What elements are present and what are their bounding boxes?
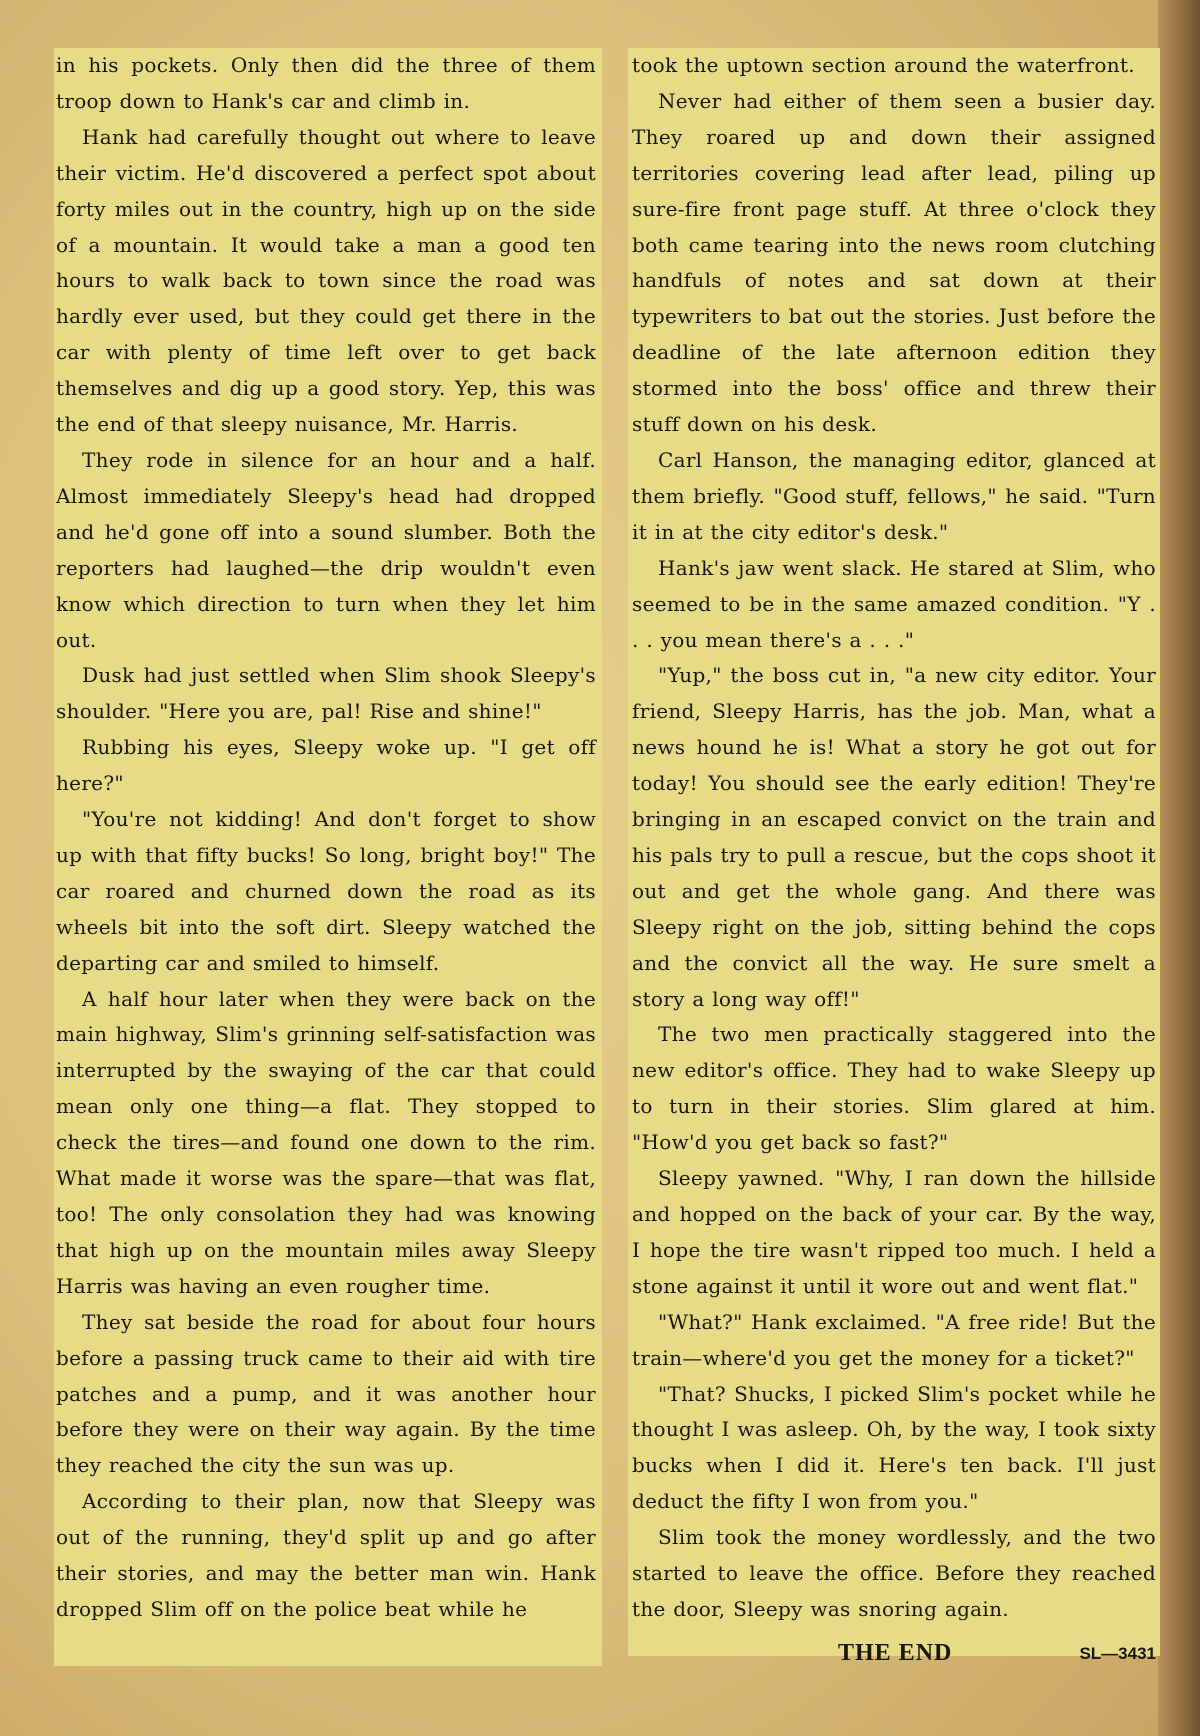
paragraph: "Yup," the boss cut in, "a new city editor. Your friend, Sleepy Harris, has the job. Man, what a news hound he is! What a story he got out for today! You should see the early edition! They're bringing in an escaped convict on the train and his pals try to pull a rescue, but the cops shoot it out and get the whole gang. And there was Sleepy right on the job, sitting behind the cops and the convict all the way. He sure smelt a story a long way off!" [632, 663, 1156, 1011]
page-code: SL—3431 [1079, 1644, 1156, 1663]
paragraph: They sat beside the road for about four hours before a passing truck came to their aid with tire patches and a pump, and it was another hour before they were on their way again. By the time they reached the city the sun was up. [56, 1309, 596, 1478]
paragraph: Dusk had just settled when Slim shook Sleepy's shoulder. "Here you are, pal! Rise and shine!" [56, 663, 596, 724]
paragraph: The two men practically staggered into the new editor's office. They had to wake Sleepy up to turn in their stories. Slim glared at him. "How'd you get back so fast?" [632, 1022, 1156, 1155]
paragraph: Hank had carefully thought out where to leave their victim. He'd discovered a perfect spot about forty miles out in the country, high up on the side of a mountain. It would take a man a good ten hours to walk back to town since the road was hardly ever used, but they could get there in the car with plenty of time left over to get back themselves and dig up a good story. Yep, this was the end of that sleepy nuisance, Mr. Harris. [56, 124, 596, 437]
paragraph: Rubbing his eyes, Sleepy woke up. "I get off here?" [56, 735, 596, 796]
right-text-column [628, 48, 1160, 1656]
left-text-column [54, 48, 602, 1666]
paragraph: in his pockets. Only then did the three of them troop down to Hank's car and climb in. [56, 53, 596, 113]
story-footer [628, 1640, 1160, 1676]
paragraph: Never had either of them seen a busier day. They roared up and down their assigned territories covering lead after lead, piling up sure-fire front page stuff. At three o'clock they both came tearing into the news room clutching handfuls of notes and sat down at their typewriters to bat out the stories. Just before the deadline of the late afternoon edition they stormed into the boss' office and threw their stuff down on his desk. [632, 88, 1156, 437]
paragraph: "You're not kidding! And don't forget to show up with that fifty bucks! So long, bright boy!" The car roared and churned down the road as its wheels bit into the soft dirt. Sleepy watched the departing car and smiled to himself. [56, 807, 596, 975]
paragraph: Carl Hanson, the managing editor, glanced at them briefly. "Good stuff, fellows," he said. "Turn it in at the city editor's desk." [632, 447, 1156, 544]
paragraph: Slim took the money wordlessly, and the two started to leave the office. Before they reached the door, Sleepy was snoring again. [632, 1525, 1156, 1621]
paragraph: "What?" Hank exclaimed. "A free ride! But the train—where'd you get the money for a ticket?" [632, 1309, 1156, 1370]
paragraph: Sleepy yawned. "Why, I ran down the hillside and hopped on the back of your car. By the way, I hope the tire wasn't ripped too much. I held a stone against it until it wore out and went flat." [632, 1166, 1156, 1298]
paragraph: According to their plan, now that Sleepy was out of the running, they'd split up and go after their stories, and may the better man win. Hank dropped Slim off on the police beat while he [56, 1489, 596, 1621]
the-end-title: THE END [838, 1640, 953, 1666]
paragraph: Hank's jaw went slack. He stared at Slim, who seemed to be in the same amazed condition. "Y . . . you mean there's a . . ." [632, 555, 1156, 652]
paragraph: took the uptown section around the waterfront. [632, 53, 1135, 77]
paragraph: "That? Shucks, I picked Slim's pocket while he thought I was asleep. Oh, by the way, I took sixty bucks when I did it. Here's ten back. I'll just deduct the fifty I won from you." [632, 1381, 1156, 1514]
paragraph: They rode in silence for an hour and a half. Almost immediately Sleepy's head had dropped and he'd gone off into a sound slumber. Both the reporters had laughed—the drip wouldn't even know which direction to turn when they let him out. [56, 447, 596, 652]
page-spine-edge [1158, 0, 1200, 1736]
paragraph: A half hour later when they were back on the main highway, Slim's grinning self-satisfaction was interrupted by the swaying of the car that could mean only one thing—a flat. They stopped to check the tires—and found one down to the rim. What made it worse was the spare—that was flat, too! The only consolation they had was knowing that high up on the mountain miles away Sleepy Harris was having an even rougher time. [56, 986, 596, 1298]
